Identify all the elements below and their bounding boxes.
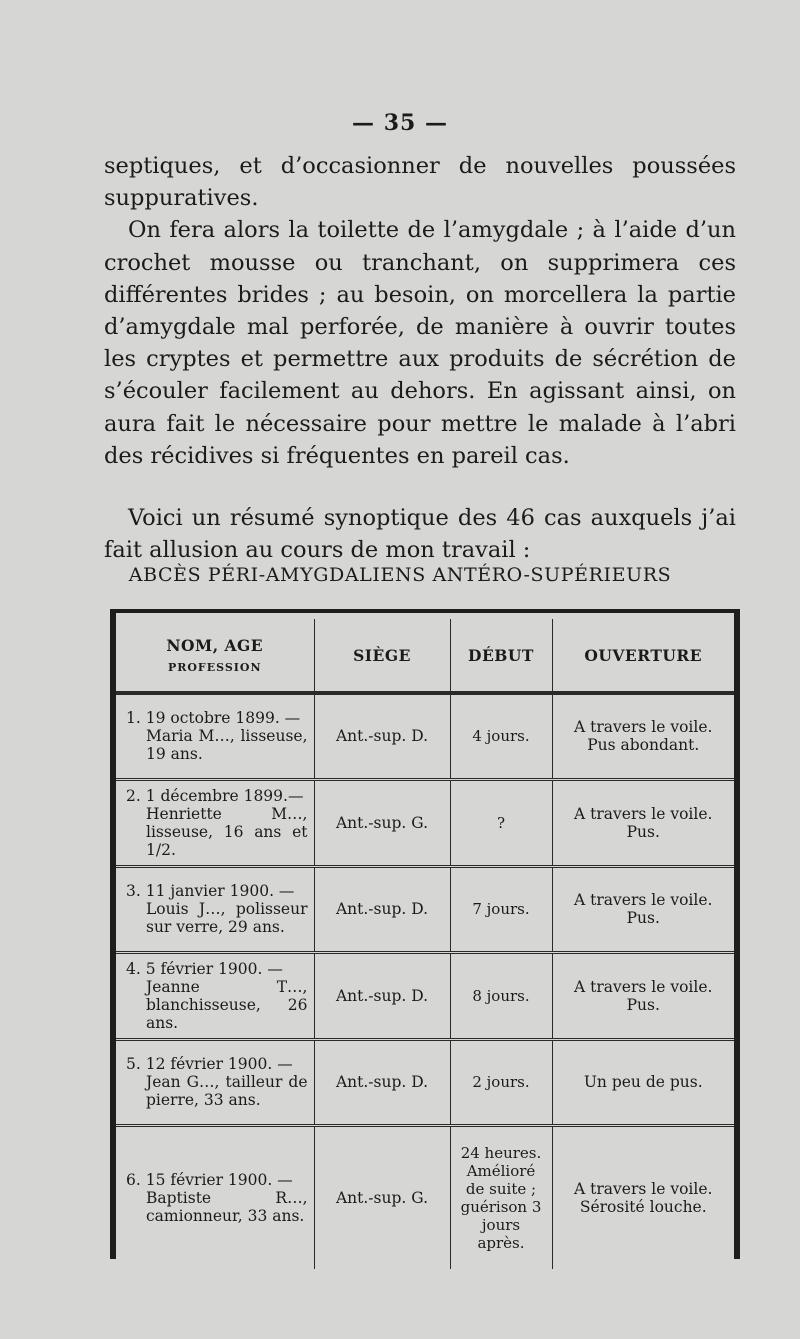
case-date: 4. 5 février 1900. — [126,959,283,978]
cell-ouverture: A travers le voile. Pus. [552,866,734,952]
table-row [116,1039,734,1125]
cell-nom [116,952,314,1039]
cell-debut: ? [450,779,552,866]
cell-nom [116,779,314,866]
header-profession-label: PROFESSION [167,661,262,674]
case-patient: Jeanne T…, blanchisseuse, 26 ans. [146,977,308,1032]
case-patient: Henriette M…, lisseuse, 16 ans et 1/2. [146,804,308,859]
cell-nom [116,866,314,952]
cell-siege: Ant.-sup. D. [314,1039,450,1125]
cell-debut: 8 jours. [450,952,552,1039]
cell-nom [116,1125,314,1269]
body-text [104,150,736,566]
table-header-row [116,619,734,693]
cell-debut: 2 jours. [450,1039,552,1125]
cell-nom [116,1039,314,1125]
cell-siege: Ant.-sup. G. [314,1125,450,1269]
cell-debut: 4 jours. [450,693,552,779]
cases-table [116,619,734,1269]
header-debut: DÉBUT [450,619,552,693]
cell-ouverture: A travers le voile. Pus. [552,952,734,1039]
header-nom [116,619,314,693]
case-date: 2. 1 décembre 1899.— [126,786,304,805]
cell-ouverture: A travers le voile. Sérosité louche. [552,1125,734,1269]
table-row [116,866,734,952]
paragraph-2: On fera alors la toilette de l’amygdale ; à l’aide d’un crochet mousse ou tranchant, on supprimera ces différentes brides ; au besoin, on morcellera la partie d’amygdale mal perforée, de manière à ouvrir toutes les cryptes et permettre aux produits de sécrétion de s’écouler facilement au dehors. En agissant ainsi, on aura fait le nécessaire pour mettre le malade à l’abri des récidives si fréquentes en pareil cas. [104,217,736,469]
header-siege: SIÈGE [314,619,450,693]
paragraph-3: Voici un résumé synoptique des 46 cas auxquels j’ai fait allusion au cours de mon travail : [104,505,736,564]
table-row [116,693,734,779]
table-row [116,1125,734,1269]
paragraph-1: septiques, et d’occasionner de nouvelles poussées suppuratives. [104,153,736,212]
header-ouverture: OUVERTURE [552,619,734,693]
cell-debut: 24 heures. Amélioré de suite ; guérison 3 jours après. [450,1125,552,1269]
cell-ouverture: A travers le voile. Pus abondant. [552,693,734,779]
case-date: 1. 19 octobre 1899. — [126,709,301,728]
table-caption: ABCÈS PÉRI-AMYGDALIENS ANTÉRO-SUPÉRIEURS [128,564,672,586]
cell-nom [116,693,314,779]
case-patient: Maria M…, lisseuse, 19 ans. [146,727,308,764]
case-patient: Baptiste R…, camionneur, 33 ans. [146,1188,308,1225]
case-date: 3. 11 janvier 1900. — [126,882,295,900]
table-row [116,779,734,866]
page-number: — 35 — [352,110,448,136]
table-row [116,952,734,1039]
header-nom-label: NOM, AGE [166,636,264,655]
case-patient: Louis J…, polisseur sur verre, 29 ans. [146,900,308,936]
cell-siege: Ant.-sup. D. [314,866,450,952]
cell-siege: Ant.-sup. G. [314,779,450,866]
cases-table-frame [110,609,740,1259]
cell-siege: Ant.-sup. D. [314,693,450,779]
cell-debut: 7 jours. [450,866,552,952]
case-patient: Jean G…, tailleur de pierre, 33 ans. [146,1073,308,1109]
case-date: 6. 15 février 1900. — [126,1170,293,1189]
case-date: 5. 12 février 1900. — [126,1055,293,1073]
cell-ouverture: A travers le voile. Pus. [552,779,734,866]
cell-ouverture: Un peu de pus. [552,1039,734,1125]
cell-siege: Ant.-sup. D. [314,952,450,1039]
